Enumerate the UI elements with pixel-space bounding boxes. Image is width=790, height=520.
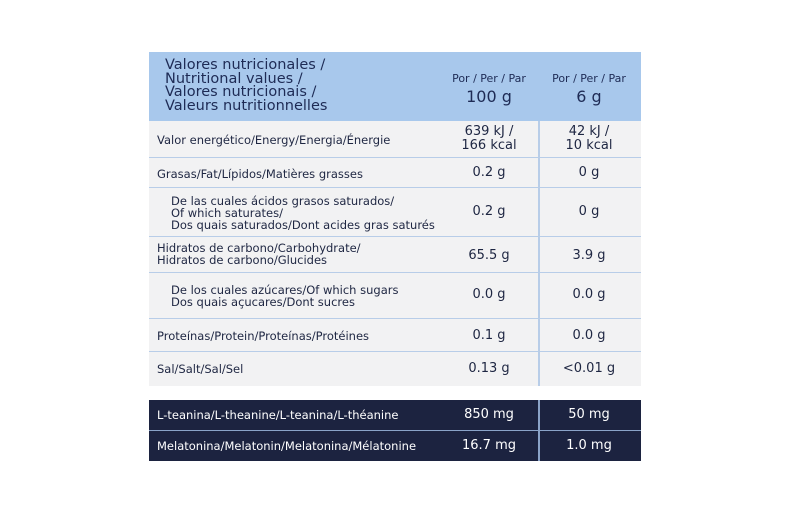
header-column-6g — [541, 72, 637, 108]
supplement-row — [149, 400, 641, 430]
column-divider — [538, 319, 540, 351]
row-value-6g — [541, 362, 637, 376]
row-label-line: Dos quais açucares/Dont sucres — [171, 295, 355, 309]
header-amount: 6 g — [576, 87, 602, 106]
column-divider — [538, 158, 540, 187]
table-row — [149, 188, 641, 237]
row-label — [157, 134, 390, 146]
table-row — [149, 273, 641, 319]
row-label-line: Of which saturates/ — [171, 206, 283, 220]
row-value-6g — [541, 166, 637, 180]
supplement-label: L-teanina/L-theanine/L-teanina/L-théanine — [157, 408, 399, 422]
row-label-line: Hidratos de carbono/Glucides — [157, 253, 328, 267]
row-value-100g — [439, 329, 539, 343]
value-line: 0.2 g — [472, 165, 506, 180]
section-gap — [149, 386, 641, 400]
value-line: 0.0 g — [572, 287, 606, 302]
column-divider — [538, 237, 540, 272]
row-label — [157, 168, 363, 180]
row-label — [157, 242, 361, 266]
header-per-label: Por / Per / Par — [552, 72, 626, 85]
row-value-100g — [439, 362, 539, 376]
row-value-100g — [439, 288, 539, 302]
value-line: <0.01 g — [562, 361, 616, 376]
row-label-line: Dos quais saturados/Dont acides gras saturés — [171, 218, 435, 232]
row-label — [171, 195, 435, 231]
value-line: 10 kcal — [565, 138, 613, 153]
value-line: 0 g — [578, 204, 600, 219]
table-row — [149, 158, 641, 188]
row-value-6g — [541, 249, 637, 263]
supplement-value-6g: 1.0 mg — [566, 438, 612, 453]
table-row — [149, 121, 641, 158]
column-divider — [538, 273, 540, 318]
value-line: 0.13 g — [468, 361, 510, 376]
row-value-100g — [439, 166, 539, 180]
value-line: 0.2 g — [472, 204, 506, 219]
row-value-6g — [541, 125, 637, 153]
header-title-line: Valores nutricionales / — [165, 57, 326, 73]
row-value-100g — [439, 249, 539, 263]
value-line: 65.5 g — [468, 248, 510, 263]
supplement-label: Melatonina/Melatonin/Melatonina/Mélatonine — [157, 439, 417, 453]
row-label-line: De los cuales azúcares/Of which sugars — [171, 283, 399, 297]
row-value-6g — [541, 205, 637, 219]
value-line: 0.1 g — [472, 328, 506, 343]
row-label — [171, 284, 398, 308]
row-label — [157, 363, 243, 375]
header-per-label: Por / Per / Par — [452, 72, 526, 85]
value-line: 0.0 g — [572, 328, 606, 343]
header-amount: 100 g — [466, 87, 512, 106]
column-divider — [538, 400, 540, 430]
column-divider — [538, 121, 540, 157]
supplement-value-100g: 16.7 mg — [462, 438, 516, 453]
value-line: 3.9 g — [572, 248, 606, 263]
table-row — [149, 319, 641, 352]
row-label-line: De las cuales ácidos grasos saturados/ — [171, 194, 395, 208]
table-row — [149, 237, 641, 273]
header-column-100g — [439, 72, 539, 108]
header-title — [165, 59, 327, 113]
supplement-value-100g: 850 mg — [464, 407, 514, 422]
column-divider — [538, 188, 540, 236]
table-row — [149, 352, 641, 386]
row-value-6g — [541, 329, 637, 343]
row-label-line: Grasas/Fat/Lípidos/Matières grasses — [157, 167, 363, 181]
supplement-value-6g: 50 mg — [568, 407, 610, 422]
table-header — [149, 52, 641, 121]
value-line: 42 kJ / — [568, 124, 610, 139]
column-divider — [538, 352, 540, 386]
supplement-row — [149, 430, 641, 461]
header-title-line: Valeurs nutritionnelles — [165, 97, 328, 114]
nutrition-table — [149, 52, 641, 461]
row-label-line: Sal/Salt/Sal/Sel — [157, 362, 244, 376]
row-label-line: Hidratos de carbono/Carbohydrate/ — [157, 241, 361, 255]
row-value-100g — [439, 205, 539, 219]
row-label — [157, 330, 369, 342]
column-divider — [538, 431, 540, 461]
value-line: 0.0 g — [472, 287, 506, 302]
value-line: 0 g — [578, 165, 600, 180]
value-line: 639 kJ / — [464, 124, 514, 139]
header-title-line: Valores nutricionais / — [165, 84, 317, 100]
row-label-line: Proteínas/Protein/Proteínas/Protéines — [157, 329, 370, 343]
row-value-6g — [541, 288, 637, 302]
value-line: 166 kcal — [461, 138, 517, 153]
row-label-line: Valor energético/Energy/Energia/Énergie — [157, 133, 391, 147]
row-value-100g — [439, 125, 539, 153]
header-title-line: Nutritional values / — [165, 70, 303, 87]
